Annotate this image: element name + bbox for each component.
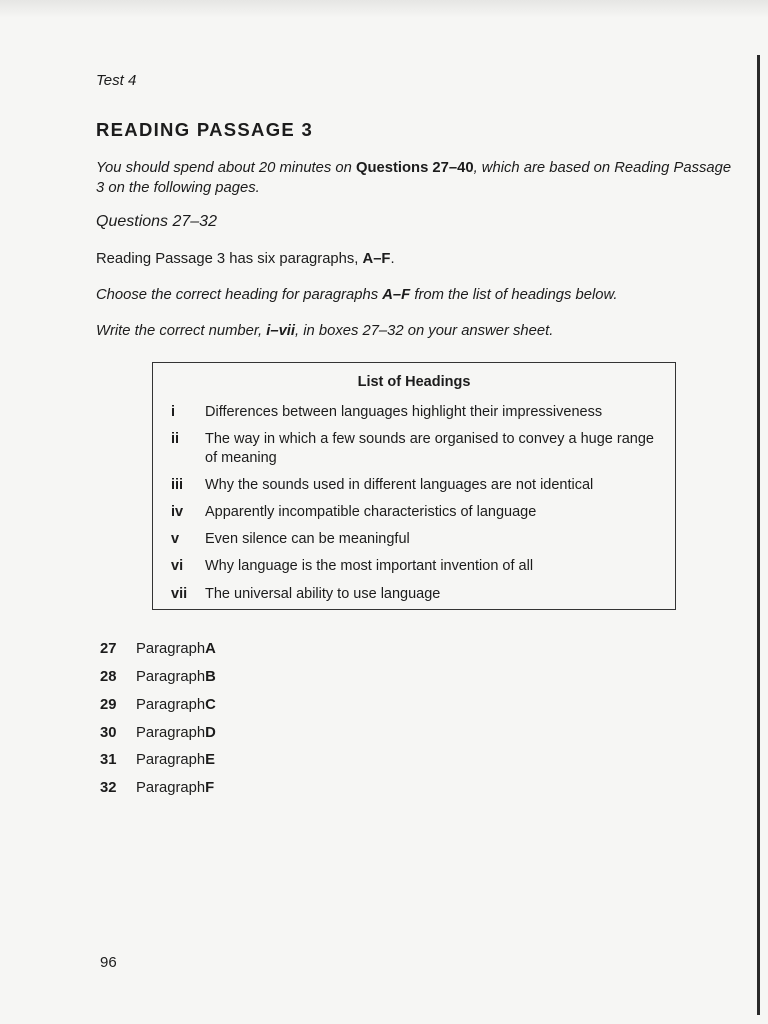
question-item <box>100 669 216 685</box>
heading-text: Even silence can be meaningful <box>205 531 410 547</box>
instruction-text-start: You should spend about 20 minutes on <box>96 160 356 176</box>
question-label: Paragraph <box>136 725 206 741</box>
paragraph-letter: F <box>205 780 215 796</box>
test-label: Test 4 <box>96 72 137 89</box>
count-range: A–F <box>362 251 391 267</box>
heading-numeral: i <box>171 404 176 420</box>
time-instructions <box>96 158 736 198</box>
passage-title: READING PASSAGE 3 <box>96 119 314 140</box>
question-item <box>100 752 215 768</box>
heading-text: Apparently incompatible characteristics of language <box>205 504 537 520</box>
write-answer-instruction <box>96 323 553 339</box>
question-item <box>100 780 214 796</box>
count-text-end: . <box>390 251 395 267</box>
count-text-start: Reading Passage 3 has six paragraphs, <box>96 251 363 267</box>
heading-numeral: vii <box>171 586 188 602</box>
instruction-text-end: , which are based on Reading Passage 3 on the following pages. <box>96 160 732 196</box>
heading-text: The way in which a few sounds are organised to convey a huge range of meaning <box>205 431 654 466</box>
heading-numeral: ii <box>171 431 180 447</box>
question-item <box>100 641 216 657</box>
question-item <box>100 697 216 713</box>
choose-range: A–F <box>382 287 411 303</box>
heading-numeral: iv <box>171 504 184 520</box>
question-label: Paragraph <box>136 752 206 768</box>
choose-text-end: from the list of headings below. <box>410 287 618 303</box>
headings-box-title: List of Headings <box>357 374 471 390</box>
write-text-start: Write the correct number, <box>96 323 267 339</box>
heading-text: Differences between languages highlight their impressiveness <box>205 404 603 420</box>
question-number: 30 <box>100 725 117 741</box>
question-number: 29 <box>100 697 117 713</box>
question-number: 27 <box>100 641 117 657</box>
choose-text-start: Choose the correct heading for paragraphs <box>96 287 383 303</box>
heading-numeral: v <box>171 531 180 547</box>
page-edge-line <box>757 55 760 1015</box>
question-range-heading: Questions 27–32 <box>96 213 217 230</box>
question-label: Paragraph <box>136 641 206 657</box>
instruction-questions-range: Questions 27–40 <box>355 160 474 176</box>
paragraph-letter: E <box>205 752 215 768</box>
choose-heading-instruction <box>96 287 618 303</box>
question-label: Paragraph <box>136 697 206 713</box>
question-number: 32 <box>100 780 117 796</box>
question-item <box>100 725 216 741</box>
list-of-headings-box <box>152 362 676 610</box>
heading-text: The universal ability to use language <box>205 586 441 602</box>
heading-text: Why the sounds used in different languages are not identical <box>205 477 594 493</box>
question-label: Paragraph <box>136 780 206 796</box>
paragraph-count-text <box>96 251 395 267</box>
paragraph-letter: A <box>205 641 216 657</box>
write-range: i–vii <box>266 323 296 339</box>
write-text-end: , in boxes 27–32 on your answer sheet. <box>295 323 554 339</box>
heading-text: Why language is the most important invention of all <box>205 558 534 574</box>
page-number: 96 <box>100 954 117 971</box>
question-label: Paragraph <box>136 669 206 685</box>
paragraph-letter: C <box>205 697 216 713</box>
heading-numeral: iii <box>171 477 184 493</box>
heading-numeral: vi <box>171 558 184 574</box>
paragraph-letter: B <box>205 669 216 685</box>
paragraph-letter: D <box>205 725 216 741</box>
scan-top-shadow <box>0 0 768 18</box>
question-number: 31 <box>100 752 117 768</box>
question-number: 28 <box>100 669 117 685</box>
